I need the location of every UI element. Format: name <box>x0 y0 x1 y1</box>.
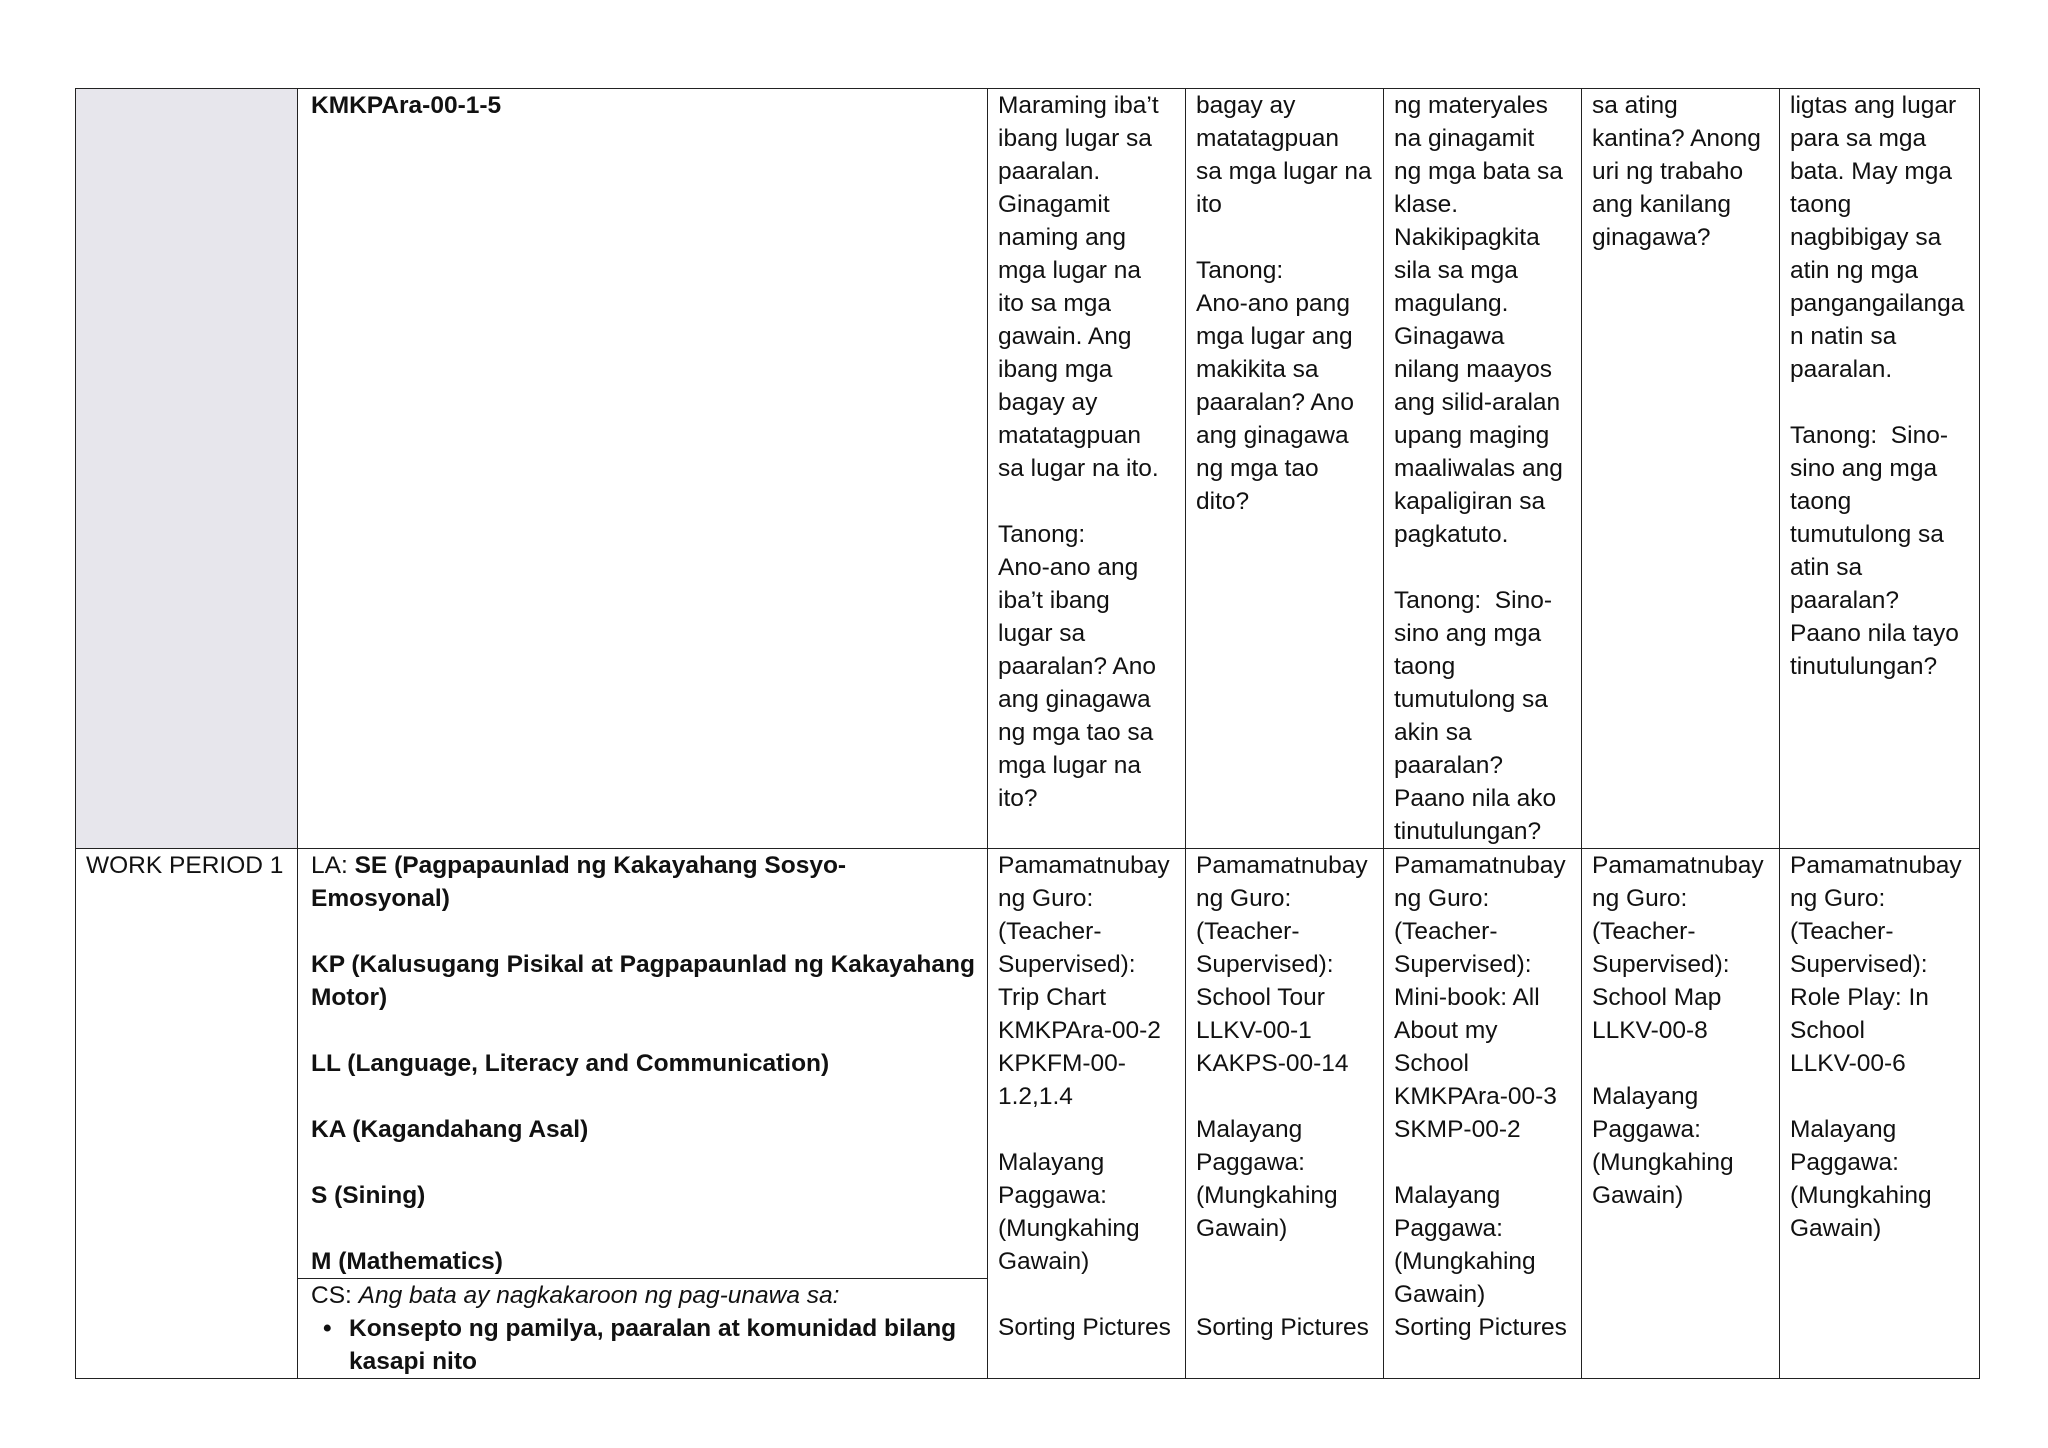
list-item <box>323 1312 977 1378</box>
table-row <box>76 89 1980 849</box>
day4-cell: sa ating kantina? Anong uri ng trabaho ang kanilang ginagawa? <box>1582 89 1780 849</box>
la-item: SE (Pagpapaunlad ng Kakayahang Sosyo-Emosyonal) <box>311 852 847 912</box>
day1-cell: Maraming iba’t ibang lugar sa paaralan. Ginagamit naming ang mga lugar na ito sa mga gawain. Ang ibang mga bagay ay matatagpuan sa lugar na ito. Tanong: Ano-ano ang iba’t ibang lugar sa paaralan? Ano ang ginagawa ng mga tao sa mga lugar na ito? <box>988 89 1186 849</box>
la-item: LL (Language, Literacy and Communication) <box>311 1050 830 1077</box>
content-standard-block <box>298 1279 987 1378</box>
cs-prefix: CS: <box>311 1282 359 1309</box>
day2-cell: Pamamatnubay ng Guro: (Teacher- Supervised): School Tour LLKV-00-1 KAKPS-00-14 Malayang Paggawa: (Mungkahing Gawain) Sorting Pictures <box>1186 849 1384 1379</box>
day5-cell: ligtas ang lugar para sa mga bata. May mga taong nagbibigay sa atin ng mga pangangailanga n natin sa paaralan. Tanong: Sino- sino ang mga taong tumutulong sa atin sa paaralan? Paano nila tayo tinutulungan? <box>1780 89 1980 849</box>
cs-text: Ang bata ay nagkakaroon ng pag-unawa sa: <box>358 1282 840 1309</box>
day3-cell: ng materyales na ginagamit ng mga bata sa klase. Nakikipagkita sila sa mga magulang. Ginagawa nilang maayos ang silid-aralan upang maging maaliwalas ang kapaligiran sa pagkatuto. Tanong: Sino- sino ang mga taong tumutulong sa akin sa paaralan? Paano nila ako tinutulungan? <box>1384 89 1582 849</box>
learning-areas-block <box>298 849 987 1279</box>
lesson-plan-table <box>75 88 1980 1379</box>
bullet-icon: • <box>323 1315 332 1342</box>
la-item: M (Mathematics) <box>311 1248 503 1275</box>
la-prefix: LA: <box>311 852 355 879</box>
period-cell <box>76 89 298 849</box>
competency-cell <box>298 89 988 849</box>
period-cell <box>76 849 298 1379</box>
day1-cell: Pamamatnubay ng Guro: (Teacher- Supervised): Trip Chart KMKPAra-00-2 KPKFM-00- 1.2,1.4 Malayang Paggawa: (Mungkahing Gawain) Sorting Pictures <box>988 849 1186 1379</box>
cs-bullet-text: Konsepto ng pamilya, paaralan at komunidad bilang kasapi nito <box>349 1315 957 1375</box>
cs-line <box>311 1279 977 1312</box>
period-label: WORK PERIOD 1 <box>86 852 284 879</box>
day5-cell: Pamamatnubay ng Guro: (Teacher- Supervised): Role Play: In School LLKV-00-6 Malayang Paggawa: (Mungkahing Gawain) <box>1780 849 1980 1379</box>
learning-areas-cell <box>298 849 988 1379</box>
cs-bullet-list <box>311 1312 977 1378</box>
day2-cell: bagay ay matatagpuan sa mga lugar na ito Tanong: Ano-ano pang mga lugar ang makikita sa paaralan? Ano ang ginagawa ng mga tao dito? <box>1186 89 1384 849</box>
la-item: S (Sining) <box>311 1182 426 1209</box>
day4-cell: Pamamatnubay ng Guro: (Teacher- Supervised): School Map LLKV-00-8 Malayang Paggawa: (Mungkahing Gawain) <box>1582 849 1780 1379</box>
competency-code: KMKPAra-00-1-5 <box>311 92 502 119</box>
table-row <box>76 849 1980 1379</box>
la-item: KP (Kalusugang Pisikal at Pagpapaunlad ng Kakayahang Motor) <box>311 951 975 1011</box>
day3-cell: Pamamatnubay ng Guro: (Teacher- Supervised): Mini-book: All About my School KMKPAra-00-3 SKMP-00-2 Malayang Paggawa: (Mungkahing Gawain) Sorting Pictures <box>1384 849 1582 1379</box>
la-item: KA (Kagandahang Asal) <box>311 1116 589 1143</box>
la-line <box>311 849 977 915</box>
